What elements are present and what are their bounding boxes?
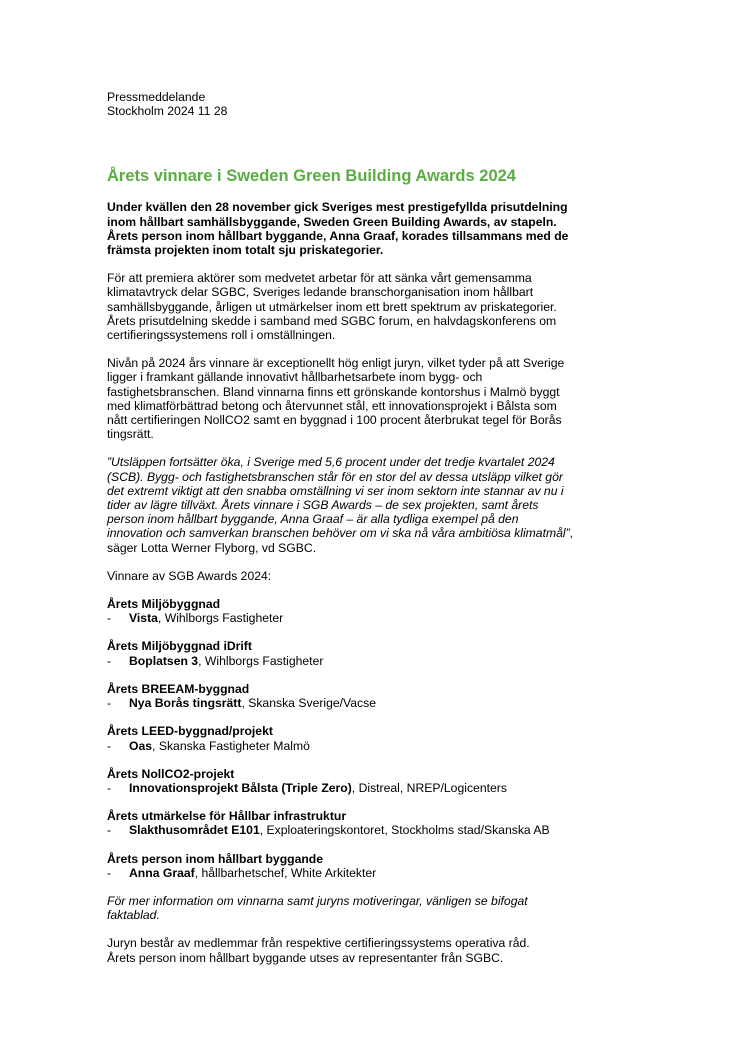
category-title: Årets utmärkelse för Hållbar infrastruktur bbox=[107, 809, 347, 824]
lead-paragraph: Under kvällen den 28 november gick Sveriges mest prestigefyllda prisutdelning inom hållbart samhällsbyggande, Sweden Green Building Awards, av stapeln. Årets person inom hållbart byggande, Anna Graaf, korades tillsammans med de främsta projekten inom totalt sju priskategorier. bbox=[107, 200, 569, 258]
jury-line-1: Juryn består av medlemmar från respektive certifieringssystems operativa råd. bbox=[107, 936, 530, 951]
body-paragraph-1: För att premiera aktörer som medvetet arbetar för att sänka vårt gemensamma klimatavtryck delar SGBC, Sveriges ledande branschorganisation inom hållbart samhällsbyggande, årligen ut utmärkelser inom ett brett spektrum av priskategorier. Årets prisutdelning skedde i samband med SGBC forum, en halvdagskonferens om certifieringssystemens roll i omställningen. bbox=[107, 271, 557, 343]
press-release-page bbox=[107, 90, 577, 965]
category-person bbox=[107, 852, 577, 880]
list-dash: - bbox=[107, 780, 112, 795]
quote-attribution: , säger Lotta Werner Flyborg, vd SGBC. bbox=[107, 526, 574, 555]
winner-details: , hållbarhetschef, White Arkitekter bbox=[194, 865, 377, 880]
category-title: Årets person inom hållbart byggande bbox=[107, 851, 324, 866]
category-winner-line bbox=[107, 823, 577, 837]
category-winner-line bbox=[107, 611, 577, 625]
winner-details: , Wihlborgs Fastigheter bbox=[157, 611, 284, 626]
winner-details: , Skanska Sverige/Vacse bbox=[241, 696, 377, 711]
category-nollco2 bbox=[107, 767, 577, 795]
list-dash: - bbox=[107, 738, 112, 753]
body-paragraph-2: Nivån på 2024 års vinnare är exceptionellt hög enligt juryn, vilket tyder på att Sverige ligger i framkant gällande innovativt hållbarhetsarbete inom bygg- och fastighetsbranschen. Bland vinnarna finns ett grönskande kontorshus i Malmö byggt med klimatförbättrad betong och återvunnet stål, ett innovationsprojekt i Bålsta som nått certifieringen NollCO2 samt en byggnad i 100 procent återbrukat tegel för Borås tingsrätt. bbox=[107, 356, 565, 442]
quote-paragraph bbox=[107, 455, 577, 554]
category-leed bbox=[107, 724, 577, 752]
winner-name: Anna Graaf bbox=[129, 865, 195, 880]
list-dash: - bbox=[107, 823, 112, 838]
doc-type: Pressmeddelande bbox=[107, 90, 206, 104]
winner-name: Slakthusområdet E101 bbox=[129, 823, 260, 838]
place-date: Stockholm 2024 11 28 bbox=[107, 104, 228, 119]
winner-details: , Exploateringskontoret, Stockholms stad/Skanska AB bbox=[259, 823, 550, 838]
category-winner-line bbox=[107, 696, 577, 710]
category-infrastructure bbox=[107, 809, 577, 837]
info-note: För mer information om vinnarna samt juryns motiveringar, vänligen se bifogat faktablad. bbox=[107, 893, 528, 923]
list-dash: - bbox=[107, 611, 112, 626]
list-dash: - bbox=[107, 696, 112, 711]
winner-details: , Distreal, NREP/Logicenters bbox=[351, 780, 507, 795]
category-miljobyggnad bbox=[107, 597, 577, 625]
category-winner-line bbox=[107, 739, 577, 753]
winner-details: , Skanska Fastigheter Malmö bbox=[152, 738, 310, 753]
jury-paragraph bbox=[107, 936, 577, 964]
category-title: Årets BREEAM-byggnad bbox=[107, 681, 250, 696]
jury-line-2: Årets person inom hållbart byggande utses av representanter från SGBC. bbox=[107, 950, 504, 965]
winners-title: Vinnare av SGB Awards 2024: bbox=[107, 568, 272, 583]
winner-details: , Wihlborgs Fastigheter bbox=[198, 653, 324, 668]
list-dash: - bbox=[107, 653, 112, 668]
winner-name: Oas bbox=[129, 738, 153, 753]
winner-name: Boplatsen 3 bbox=[129, 653, 199, 668]
winner-name: Innovationsprojekt Bålsta (Triple Zero) bbox=[129, 780, 352, 795]
quote-text: ”Utsläppen fortsätter öka, i Sverige med 5,6 procent under det tredje kvartalet 2024 (SCB). Bygg- och fastighetsbranschen står för en stor del av dessa utsläpp vilket gör det extremt viktigt att den snabba omställning vi ser inom sektorn inte stannar av nu i tider av lägre tillväxt. Årets vinnare i SGB Awards – de sex projekten, samt årets person inom hållbart byggande, Anna Graaf – är alla tydliga exempel på den innovation och samverkan branschen behöver om vi ska nå våra ambitiösa klimatmål” bbox=[107, 455, 570, 541]
list-dash: - bbox=[107, 865, 112, 880]
winner-name: Nya Borås tingsrätt bbox=[129, 696, 242, 711]
category-breeam bbox=[107, 682, 577, 710]
page-title: Årets vinnare i Sweden Green Building Awards 2024 bbox=[107, 167, 516, 186]
header-meta bbox=[107, 90, 577, 118]
category-title: Årets NollCO2-projekt bbox=[107, 766, 235, 781]
category-title: Årets LEED-byggnad/projekt bbox=[107, 724, 273, 739]
category-title: Årets Miljöbyggnad iDrift bbox=[107, 639, 252, 654]
category-winner-line bbox=[107, 781, 577, 795]
category-title: Årets Miljöbyggnad bbox=[107, 597, 221, 612]
category-miljobyggnad-idrift bbox=[107, 639, 577, 667]
winner-name: Vista bbox=[129, 611, 158, 626]
category-winner-line bbox=[107, 866, 577, 880]
category-winner-line bbox=[107, 654, 577, 668]
